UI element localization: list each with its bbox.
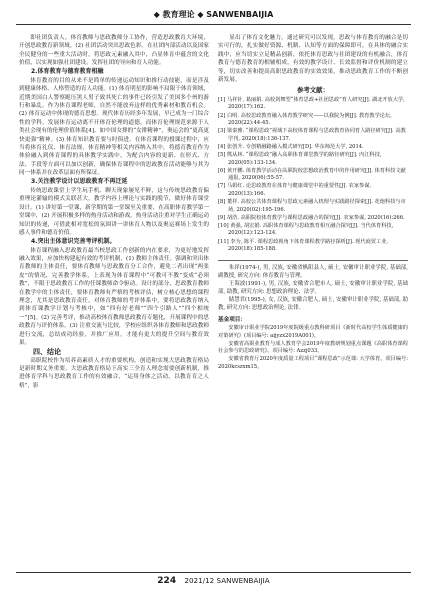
paragraph: 高职院校作为培养高素质人才的重要机构，创造和实现大思政教育格局是新时期义务重要。大思政教育格局下高实三全育人理念需要创新机制，推进体育学科与思政教育工作的有效融合，“运用身体之活动，以教育育之人格”，影 bbox=[19, 357, 209, 389]
page-number: 224 bbox=[157, 576, 177, 586]
paragraph: 显出了体育文化魅力，通过研究可以发现，思政与体育教育的融合是切实可行的，扎实做好资源、机制、认知等方面的保障即可，在具体的融合实践中，应当切实立足精品创新，依托体育思政与社团建设的有机融合，体育教育与德育教育的相辅相成，有效的教学设计、长效监督和评价机制的建立等，切实改善和提高高职思政教育的实效效果，推动思政教育工作的不断创新发展。 bbox=[218, 35, 408, 84]
author-bio: 朱祥(1974-), 男, 汉族, 安徽省枞阳县人, 硕士, 安徽审计职业学院, 基础部, 副教授, 研究方向: 体育教育与管理。 bbox=[218, 265, 408, 280]
fund-heading: 基金项目： bbox=[218, 316, 246, 323]
reference-item: [7] 马娟红. 论思政教育在体育与健康课堂中的重要性[J]. 农家参谋, 2020(13):166. bbox=[218, 183, 372, 197]
page-footer bbox=[16, 572, 411, 589]
reference-item: [8] 董祥. 高校公共体育课程与思政元素融入机理与实践路径探索[J]. 花炮科技与市场, 2020(02):195-196. bbox=[218, 199, 406, 213]
divider bbox=[218, 254, 408, 261]
paragraph: 传统思政课堂上学生玩手机、聊天现象屡见不鲜，这与传统思政教育偏重理论灌输的模式关联甚大，教学内容上理论与实践的脱节，做好体育课堂设计。(1) 讲好第一堂课，新学期的第一堂课至关重要，在高职体育教学第一堂课中，(2) 开展积极多样的热身活动和游戏，热身活动注重对学生正确运动知识的传递，可借此相对宽松的氛围讲一讲体育人物以及奥运赛场上发生的感人事件和德育价值。 bbox=[19, 187, 209, 236]
reference-item: [4] 张创升. 专创精融路融入模式研究[D]. 华东师范大学, 2014. bbox=[218, 143, 364, 150]
running-header: ◆ 教育理论 ◆ SANWENBAIJIA bbox=[16, 6, 411, 25]
reference-item: [2] 白明. 高校思政教育融入体育教学研究——以我院为例[J]. 教育教学论坛, 2020(22):44-45. bbox=[218, 112, 392, 127]
reference-item: [10] 黄强, 胡宏娟. 高职体育课程与思政教育相互融合探究[J]. 当代体育科技, 2020(12):123-124. bbox=[218, 222, 394, 237]
reference-item: [5] 熊从林. “课程思政”融入高职体育课堂教学的路径研究[J]. 内江科技, 2020(05):133-134. bbox=[218, 152, 382, 166]
reference-item: [6] 黄开鹏. 体育教学活动在高职院校思想政治教育中的作用研究[J]. 体育科技文献通报, 2020(06):55-57. bbox=[218, 167, 406, 182]
subsection-heading: 2.体育教育与德育教育相融 bbox=[31, 68, 104, 76]
right-column bbox=[218, 34, 408, 562]
fund-item: 安徽审计职业学院2019年度院级重点教科研项目《新时代高校学生体质健康的对策研究》(项目编号: aijyzx2019A001)。 bbox=[218, 325, 408, 339]
section-heading-conclusion: 四、结论 bbox=[33, 347, 61, 356]
references-list bbox=[218, 97, 408, 254]
issue-label: 2021/12 SANWENBAIJIA bbox=[184, 576, 270, 585]
references-heading: 参考文献： bbox=[297, 86, 329, 95]
reference-item: [11] 李为, 陈平. 课程思政视角下体育课程教学路径探析[J]. 现代商贸工业, 2020(18):185-188. bbox=[218, 238, 389, 253]
subsection-heading: 4.突出主体意识完善考评机制。 bbox=[31, 237, 116, 245]
reference-item: [9] 胡浩. 高职院校体育教学与课程思政融合的探究[J]. 农家参谋, 2020(16):266. bbox=[218, 214, 405, 221]
paragraph: 体育课程融入思政教育最当校思政工作创新的内在要求，为更好地发挥融入效果，应加快构建起有效的考评机制，(1) 教师主体责任。强调和突出体育教师的主体责任，要体育教师与思政教育分工合作，避免二者出现“两张皮”的情况，完善教学体系，上表现为体育课程中“可教可不教”变成“必须教”，不限于思政教育工作的任课教师命令驱动。设计的部分，思政教育教师在教学中的主体责任，要体育教师有严格的考核评估，树立核心思想的课程理念，尤其是思政教育责任，对体育教师的考评体系中，要将思政教育纳入到体育课教学计划与考核中，如“四有好老师”“四个引路人”“四个相统一”[5]。(2) 完善考评，推动高校体育教师思政教育专题化，开展课程中的思政教育与评价体系，(3) 注重交流与比较，学校应组织各体育教师和思政教师进行交流，总结成功经验，并推广应用，才能有更大的提升空间与教育效果。 bbox=[19, 247, 209, 346]
fund-item: 安徽省教育厅2020年度质量工程项目“课程思政”示范课: 大学体育。项目编号: 2020kcszxm15。 bbox=[218, 356, 408, 370]
left-column bbox=[19, 34, 209, 562]
paragraph: 即社团负责人。体育教师与思政教师分工协作，营造思政教育大环境，开创思政教育新领域。(2) 社团活动突出思政色彩。在社团内部活动以及国家全民健身的一些重大活动时，将思政元素融入其中，凸显体育中蕴含的文化价值，以实现如强社团建设，发挥社团的导向和育人功能。 bbox=[19, 35, 209, 67]
fund-item: 安徽省高职业教育与成人教育学会2019年度教研规划重点课题《高职体育课程社会参与的思政研究》。项目编号: Azzj033。 bbox=[218, 340, 408, 355]
paragraph: 体育教育的目的从来不是简单的传递运动知识和推行动技能，而是涉及到健康体格、人格塑造的育人功能。(1) 体育明星的影响不局限于体育领域，近期美国白人警察跪压黑人男子致其死亡的事件已经引发了美国多个州的游行和暴乱。作为体育课程老师，自然不能放弃这样的优秀素材和教育机会。(2) 体育运动中体现的德育思想。现代体育历经多年发展，早已成为一门综合性的学科。发展体育运动离不开体育伦理的道德，而体育伦理规范来源于人类社会现有的伦理价值体系[4]。如中国女排的“女排精神”，奥运会的“更高更快更强”精神。(3) 体育知识教育要与时俱进。在体育课程的授课过程中，应当将体育礼仪、体育法规、体育精神等相关内容纳入其中，将德育教育作为体验融入到体育课程的具体教学实践中，为配合内容的更新、在形式、方法、手段等方面可以加以创新，确保体育课程中的思政教育活动能够与其为同一体系并在改革层面有所保证。 bbox=[19, 77, 209, 177]
reference-item: [3] 梁秦雅. “课程思政”视域下高校体育课程与思政教育协同育人路径研究[J]. 高教学刊, 2020(18):136-137. bbox=[218, 128, 406, 142]
author-bio: 储慧君(1995-), 女, 汉族, 安徽合肥人, 硕士, 安徽审计职业学院, 基础部, 助教, 研究方向: 思想政治理论, 法律。 bbox=[218, 297, 408, 311]
reference-item: [1] 马祥针, 葛丽娟. 高校剑舞型“体育思政+社团思政”育人研究[J]. 湖北开放大学, 2020(17):162. bbox=[218, 96, 405, 111]
subsection-heading: 3.关注教学设计以思政教育不再迁延 bbox=[31, 178, 128, 186]
author-bio: 王海波(1991-), 男, 汉族, 安徽省合肥市人, 硕士, 安徽审计职业学院, 基础部, 助教, 研究方向: 思想政治理论、法学。 bbox=[218, 281, 408, 295]
